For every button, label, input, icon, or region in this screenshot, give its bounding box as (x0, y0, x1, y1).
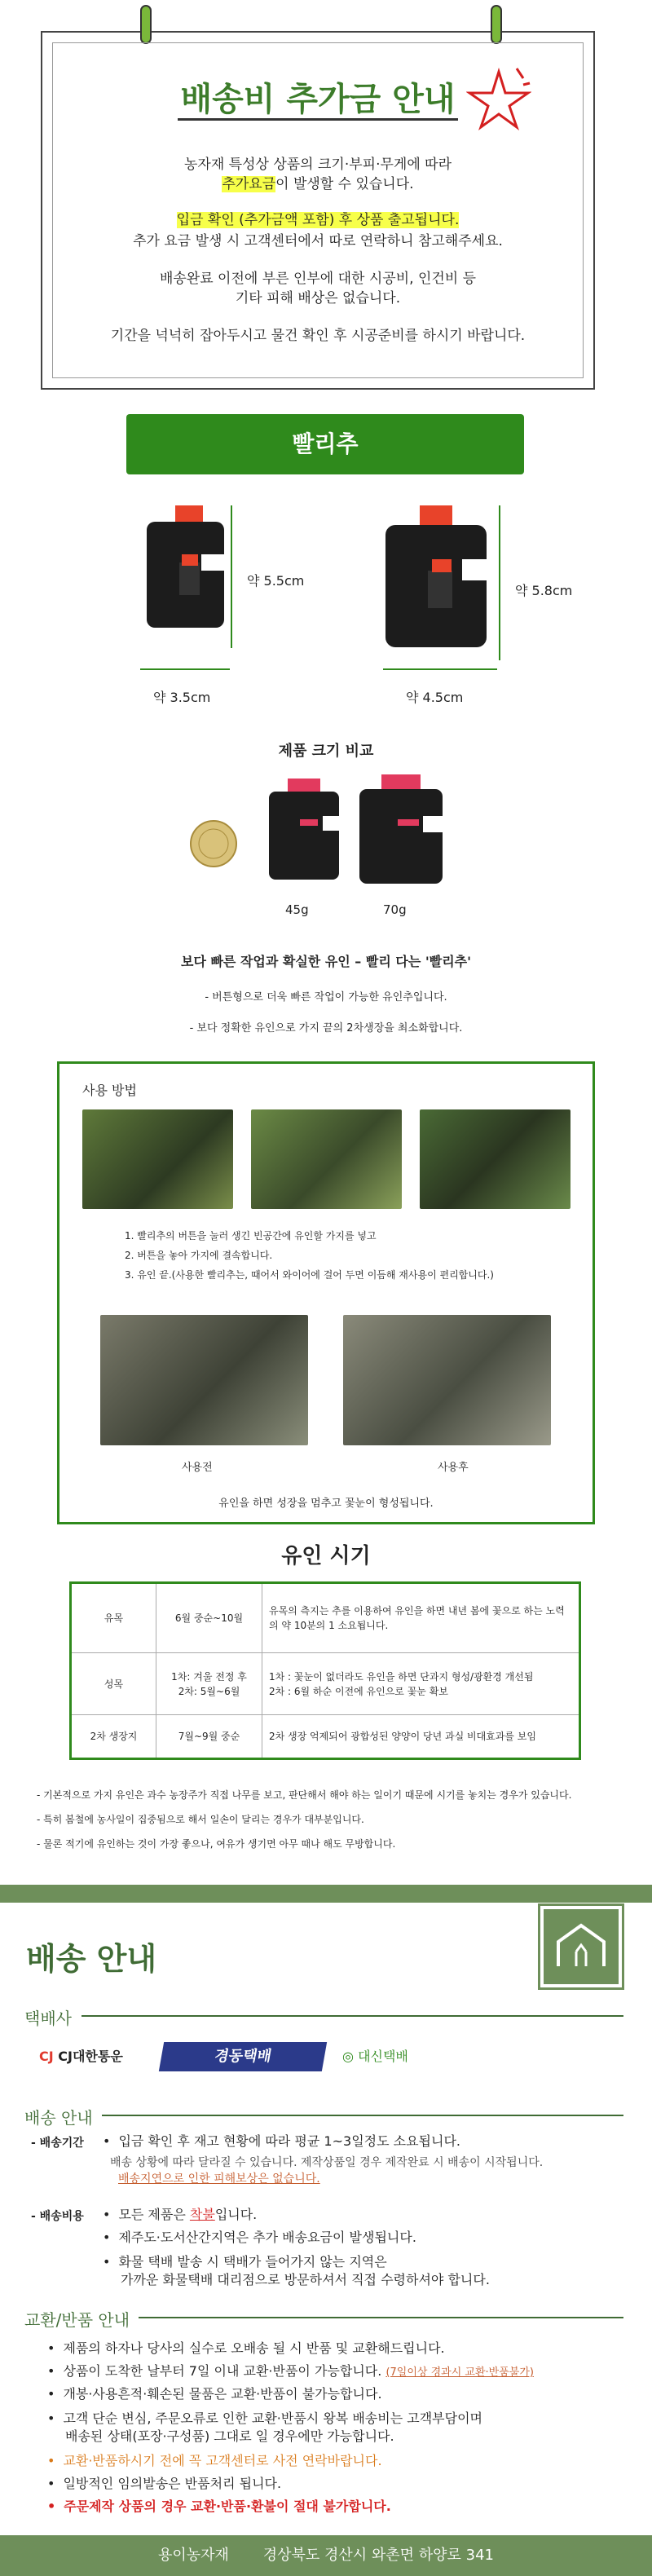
usage-step-photo-1 (82, 1109, 233, 1209)
footer-bar (0, 2535, 652, 2576)
carrier-heading: 택배사 (24, 2009, 72, 2028)
return-4: • 고객 단순 변심, 주문오류로 인한 교환·반품시 왕복 배송비는 고객부담이며 (47, 2410, 482, 2428)
return-1: • 제품의 하자나 당사의 실수로 오배송 될 시 반품 및 교환해드립니다. (47, 2340, 445, 2358)
return-3: • 개봉·사용흔적·훼손된 물품은 교환·반품이 불가능합니다. (47, 2385, 382, 2403)
table-cell: 유목 (71, 1583, 156, 1653)
table-row (71, 1653, 580, 1715)
daesin-carrier-logo: ◎ 대신택배 (342, 2049, 408, 2064)
height-arrow (499, 505, 500, 660)
delivery-period-2: 배송 상황에 따라 달라질 수 있습니다. 제작상품일 경우 제작완료 시 배송이 시작됩니다. (110, 2156, 544, 2169)
product-point-2: - 보다 정확한 유인으로 가지 끝의 2차생장을 최소화합니다. (189, 1022, 463, 1034)
shipping-fee-notice-board (41, 31, 595, 390)
timing-note-1: - 기본적으로 가지 유인은 과수 농장주가 직접 나무를 보고, 판단해서 해야 하는 일이기 때문에 시기를 놓치는 경우가 있습니다. (37, 1789, 572, 1801)
coin-icon (189, 819, 238, 868)
return-8: • 주문제작 상품의 경우 교환·반품·환불이 절대 불가합니다. (47, 2498, 391, 2516)
width-arrow (140, 668, 230, 670)
divider (139, 2317, 623, 2318)
usage-step-2: 2. 버튼을 놓아 가지에 결속합니다. (125, 1250, 273, 1261)
table-cell: 7월~9월 중순 (156, 1715, 262, 1759)
usage-step-1: 1. 빨리추의 버튼을 눌러 생긴 빈공간에 유인할 가지를 넣고 (125, 1230, 377, 1242)
notice-line-5: 배송완료 이전에 부른 인부에 대한 시공비, 인건비 등 (159, 271, 477, 287)
timing-note-2: - 특히 봄철에 농사일이 집중됨으로 해서 일손이 달리는 경우가 대부분입니다. (37, 1814, 364, 1825)
return-2: • 상품이 도착한 날부터 7일 이내 교환·반품이 가능합니다. (7일이상 경과시 교환·반품불가) (47, 2362, 534, 2382)
table-cell: 성목 (71, 1653, 156, 1715)
table-cell: 1차 : 꽃눈이 없더라도 유인을 하면 단과지 형성/광환경 개선됨 2차 : 6월 하순 이전에 유인으로 꽃눈 확보 (262, 1653, 580, 1715)
notice-line-2: 추가요금이 발생할 수 있습니다. (222, 176, 414, 192)
large-clip-product-image (383, 505, 497, 660)
board-ring-icon (140, 5, 152, 44)
training-timing-table (69, 1581, 581, 1760)
divider (102, 2115, 623, 2116)
return-7: • 일방적인 임의발송은 반품처리 됩니다. (47, 2475, 281, 2493)
large-height-label: 약 5.8cm (515, 583, 573, 598)
return-heading: 교환/반품 안내 (24, 2310, 130, 2330)
product-headline: 보다 빠른 작업과 확실한 유인 – 빨리 다는 '빨리추' (180, 954, 472, 969)
notice-line-3: 입금 확인 (추가금액 포함) 후 상품 출고됩니다. (176, 212, 460, 228)
small-clip-compare-image (267, 779, 345, 884)
table-cell: 1차: 겨울 전정 후 2차: 5월~6월 (156, 1653, 262, 1715)
kyungdong-carrier-logo: 경동택배 (159, 2042, 327, 2071)
delivery-fee-1: • 모든 제품은 착불입니다. (103, 2206, 257, 2224)
cj-carrier-logo: CJ CJ대한통운 (39, 2049, 123, 2064)
usage-step-3: 3. 유인 끝.(사용한 빨리추는, 때어서 와이어에 걸어 두면 이듬해 재사용이 편리합니다.) (125, 1269, 494, 1281)
table-cell: 2차 생장지 (71, 1715, 156, 1759)
table-cell: 2차 생장 억제되어 광합성된 양양이 당년 과실 비대효과를 보임 (262, 1715, 580, 1759)
width-arrow (383, 668, 497, 670)
return-6: • 교환·반품하시기 전에 꼭 고객센터로 사전 연락바랍니다. (47, 2452, 382, 2470)
shipping-header-band (0, 1885, 652, 1903)
small-width-label: 약 3.5cm (153, 690, 211, 705)
height-arrow (231, 505, 232, 648)
usage-step-photo-2 (251, 1109, 402, 1209)
after-use-photo (343, 1315, 551, 1445)
greenhouse-logo-icon (540, 1906, 622, 1987)
footer-address: 경상북도 경산시 와촌면 하양로 341 (262, 2547, 494, 2564)
small-height-label: 약 5.5cm (247, 573, 305, 589)
notice-line-7: 기간을 넉넉히 잡아두시고 물건 확인 후 시공준비를 하시기 바랍니다. (110, 328, 526, 344)
before-use-photo (100, 1315, 308, 1445)
notice-line-1: 농자재 특성상 상품의 크기·부피·무게에 따라 (183, 157, 452, 173)
shipping-title: 배송 안내 (26, 1941, 157, 1977)
large-clip-compare-image (357, 774, 447, 889)
usage-result: 유인을 하면 성장을 멈추고 꽃눈이 형성됩니다. (218, 1498, 434, 1510)
table-row (71, 1583, 580, 1653)
star-doodle-icon (466, 67, 531, 132)
table-cell: 유목의 측지는 추를 이용하여 유인을 하면 내년 봄에 꽃으로 하는 노력의 약 10분의 1 소요됩니다. (262, 1583, 580, 1653)
usage-method-box (57, 1061, 595, 1524)
timing-note-3: - 물론 적기에 유인하는 것이 가장 좋으나, 여유가 생기면 아무 때나 해도 무방합니다. (37, 1838, 396, 1850)
return-5: 배송된 상태(포장·구성품) 그대로 일 경우에만 가능합니다. (65, 2428, 394, 2444)
product-name-banner: 빨리추 (126, 414, 524, 474)
delivery-info-heading: 배송 안내 (24, 2108, 93, 2128)
product-point-1: - 버튼형으로 더욱 빠른 작업이 가능한 유인추입니다. (205, 991, 447, 1003)
delivery-fee-3: • 화물 택배 발송 시 택배가 들어가지 않는 지역은 (103, 2253, 387, 2271)
small-clip-product-image (143, 505, 232, 648)
board-ring-icon (491, 5, 502, 44)
table-cell: 6월 중순~10월 (156, 1583, 262, 1653)
usage-title: 사용 방법 (82, 1083, 137, 1098)
large-width-label: 약 4.5cm (406, 690, 464, 705)
table-row (71, 1715, 580, 1759)
size-compare-title: 제품 크기 비교 (278, 743, 374, 760)
usage-step-photo-3 (420, 1109, 570, 1209)
notice-title: 배송비 추가금 안내 (42, 73, 593, 120)
delivery-fee-2: • 제주도·도서산간지역은 추가 배송요금이 발생됩니다. (103, 2229, 416, 2247)
divider (82, 2015, 623, 2017)
timing-title: 유인 시기 (281, 1544, 371, 1568)
large-weight-label: 70g (383, 902, 407, 917)
small-weight-label: 45g (285, 902, 309, 917)
before-use-label: 사용전 (182, 1462, 213, 1474)
delivery-fee-4: 가까운 화물택배 대리점으로 방문하셔서 직접 수령하셔야 합니다. (121, 2272, 490, 2287)
notice-line-4: 추가 요금 발생 시 고객센터에서 따로 연락하니 참고해주세요. (133, 233, 503, 249)
delivery-period-3: 배송지연으로 인한 피해보상은 없습니다. (118, 2172, 320, 2186)
notice-line-6: 기타 피해 배상은 없습니다. (235, 290, 401, 307)
delivery-period-label: - 배송기간 (31, 2137, 84, 2150)
footer-company: 용이농자재 (158, 2547, 229, 2564)
after-use-label: 사용후 (438, 1462, 469, 1474)
delivery-period-1: • 입금 확인 후 재고 현황에 따라 평균 1~3일정도 소요됩니다. (103, 2133, 460, 2150)
delivery-fee-label: - 배송비용 (31, 2210, 84, 2223)
